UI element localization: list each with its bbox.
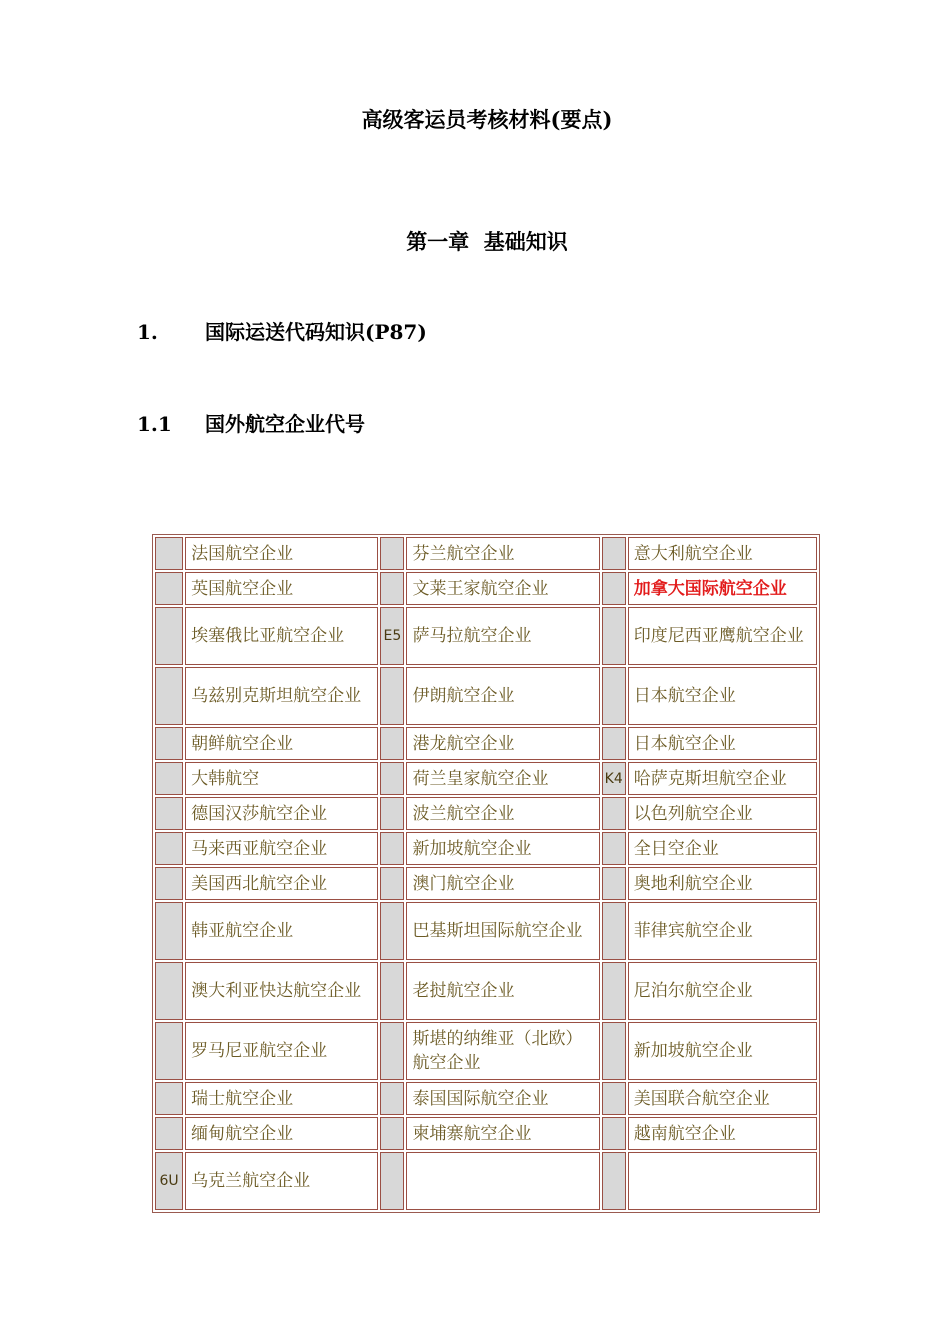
airline-name-cell: 越南航空企业 — [628, 1117, 817, 1150]
airline-name-cell: 波兰航空企业 — [406, 797, 599, 830]
airline-code-cell — [380, 902, 404, 960]
airline-name-cell: 新加坡航空企业 — [406, 832, 599, 865]
airline-name-cell: 美国西北航空企业 — [185, 867, 378, 900]
airline-name-cell: 马来西亚航空企业 — [185, 832, 378, 865]
airline-name-cell: 日本航空企业 — [628, 727, 817, 760]
section-number: 1. — [137, 320, 158, 344]
airline-name-cell: 德国汉莎航空企业 — [185, 797, 378, 830]
airline-code-cell — [380, 867, 404, 900]
table-row — [155, 1117, 817, 1150]
airline-name-cell: 巴基斯坦国际航空企业 — [406, 902, 599, 960]
airline-name-cell: 大韩航空 — [185, 762, 378, 795]
airline-code-cell — [380, 1152, 404, 1210]
airline-code-cell — [380, 537, 404, 570]
airline-name-cell: 奥地利航空企业 — [628, 867, 817, 900]
airline-name-cell: 萨马拉航空企业 — [406, 607, 599, 665]
table-row — [155, 797, 817, 830]
airline-code-cell — [602, 1152, 626, 1210]
table-row — [155, 762, 817, 795]
airline-code-cell — [602, 727, 626, 760]
airline-code-cell — [602, 667, 626, 725]
airline-code-cell — [602, 902, 626, 960]
airline-code-cell — [155, 667, 183, 725]
table-row — [155, 902, 817, 960]
airline-name-cell: 伊朗航空企业 — [406, 667, 599, 725]
airline-code-cell — [155, 727, 183, 760]
airline-code-cell — [380, 962, 404, 1020]
table-row — [155, 667, 817, 725]
table-row — [155, 1082, 817, 1115]
airline-name-cell: 柬埔寨航空企业 — [406, 1117, 599, 1150]
document-title: 高级客运员考核材料(要点) — [361, 107, 613, 132]
airline-name-cell: 加拿大国际航空企业 — [628, 572, 817, 605]
table-row — [155, 1152, 817, 1210]
airline-name-cell: 泰国国际航空企业 — [406, 1082, 599, 1115]
airline-name-cell: 罗马尼亚航空企业 — [185, 1022, 378, 1080]
airline-name-cell: 缅甸航空企业 — [185, 1117, 378, 1150]
airline-name-cell: 以色列航空企业 — [628, 797, 817, 830]
section-title: 国外航空企业代号 — [205, 412, 365, 436]
section-heading-1-1 — [137, 408, 365, 437]
airline-code-cell — [602, 867, 626, 900]
airline-name-cell: 芬兰航空企业 — [406, 537, 599, 570]
table-row — [155, 867, 817, 900]
airline-code-cell — [380, 762, 404, 795]
airline-code-cell — [155, 537, 183, 570]
airline-code-cell — [380, 1117, 404, 1150]
airline-name-cell: 乌兹别克斯坦航空企业 — [185, 667, 378, 725]
airline-name-cell: 法国航空企业 — [185, 537, 378, 570]
airline-name-cell: 新加坡航空企业 — [628, 1022, 817, 1080]
airline-name-cell — [628, 1152, 817, 1210]
airline-name-cell: 印度尼西亚鹰航空企业 — [628, 607, 817, 665]
airline-code-cell — [602, 797, 626, 830]
airline-name-cell: 澳大利亚快达航空企业 — [185, 962, 378, 1020]
airline-name-cell: 荷兰皇家航空企业 — [406, 762, 599, 795]
airline-name-cell: 全日空企业 — [628, 832, 817, 865]
airline-name-cell: 尼泊尔航空企业 — [628, 962, 817, 1020]
airline-code-cell: E5 — [380, 607, 404, 665]
airline-code-cell — [155, 902, 183, 960]
airline-name-cell: 老挝航空企业 — [406, 962, 599, 1020]
airline-name-cell: 澳门航空企业 — [406, 867, 599, 900]
airline-code-cell — [602, 962, 626, 1020]
airline-code-cell — [155, 1117, 183, 1150]
table-row — [155, 962, 817, 1020]
airline-name-cell: 哈萨克斯坦航空企业 — [628, 762, 817, 795]
table-row — [155, 537, 817, 570]
airline-code-cell — [380, 727, 404, 760]
airline-name-cell: 韩亚航空企业 — [185, 902, 378, 960]
airline-name-cell: 文莱王家航空企业 — [406, 572, 599, 605]
table-row — [155, 1022, 817, 1080]
airline-code-cell — [380, 572, 404, 605]
airline-name-cell: 港龙航空企业 — [406, 727, 599, 760]
airline-code-cell — [602, 1117, 626, 1150]
airline-code-cell — [155, 867, 183, 900]
airline-code-cell — [602, 1022, 626, 1080]
airline-code-cell — [155, 1022, 183, 1080]
airline-code-cell — [155, 962, 183, 1020]
airline-code-cell — [602, 1082, 626, 1115]
airline-code-cell — [380, 1022, 404, 1080]
section-number: 1.1 — [137, 412, 172, 436]
airline-code-cell — [602, 537, 626, 570]
airline-code-cell — [380, 832, 404, 865]
airline-name-cell: 斯堪的纳维亚（北欧）航空企业 — [406, 1022, 599, 1080]
airline-code-table — [152, 534, 820, 1213]
airline-code-cell — [380, 797, 404, 830]
airline-code-cell — [155, 762, 183, 795]
table-row — [155, 572, 817, 605]
airline-code-cell — [602, 572, 626, 605]
airline-name-cell: 埃塞俄比亚航空企业 — [185, 607, 378, 665]
airline-name-cell: 英国航空企业 — [185, 572, 378, 605]
airline-code-cell — [155, 572, 183, 605]
airline-code-cell: K4 — [602, 762, 626, 795]
airline-name-cell: 意大利航空企业 — [628, 537, 817, 570]
airline-code-cell — [155, 832, 183, 865]
airline-name-cell — [406, 1152, 599, 1210]
airline-code-cell — [155, 797, 183, 830]
chapter-title: 第一章 基础知识 — [406, 229, 568, 254]
airline-name-cell: 菲律宾航空企业 — [628, 902, 817, 960]
airline-name-cell: 日本航空企业 — [628, 667, 817, 725]
airline-name-cell: 朝鲜航空企业 — [185, 727, 378, 760]
airline-name-cell: 瑞士航空企业 — [185, 1082, 378, 1115]
airline-code-cell — [380, 1082, 404, 1115]
airline-name-cell: 美国联合航空企业 — [628, 1082, 817, 1115]
airline-code-cell — [155, 1082, 183, 1115]
airline-code-cell: 6U — [155, 1152, 183, 1210]
table-row — [155, 727, 817, 760]
airline-code-cell — [380, 667, 404, 725]
airline-name-cell: 乌克兰航空企业 — [185, 1152, 378, 1210]
section-title: 国际运送代码知识(P87) — [205, 320, 427, 344]
airline-code-cell — [602, 607, 626, 665]
table-row — [155, 832, 817, 865]
airline-code-cell — [602, 832, 626, 865]
airline-code-cell — [155, 607, 183, 665]
section-heading-1 — [137, 316, 427, 345]
table-row — [155, 607, 817, 665]
